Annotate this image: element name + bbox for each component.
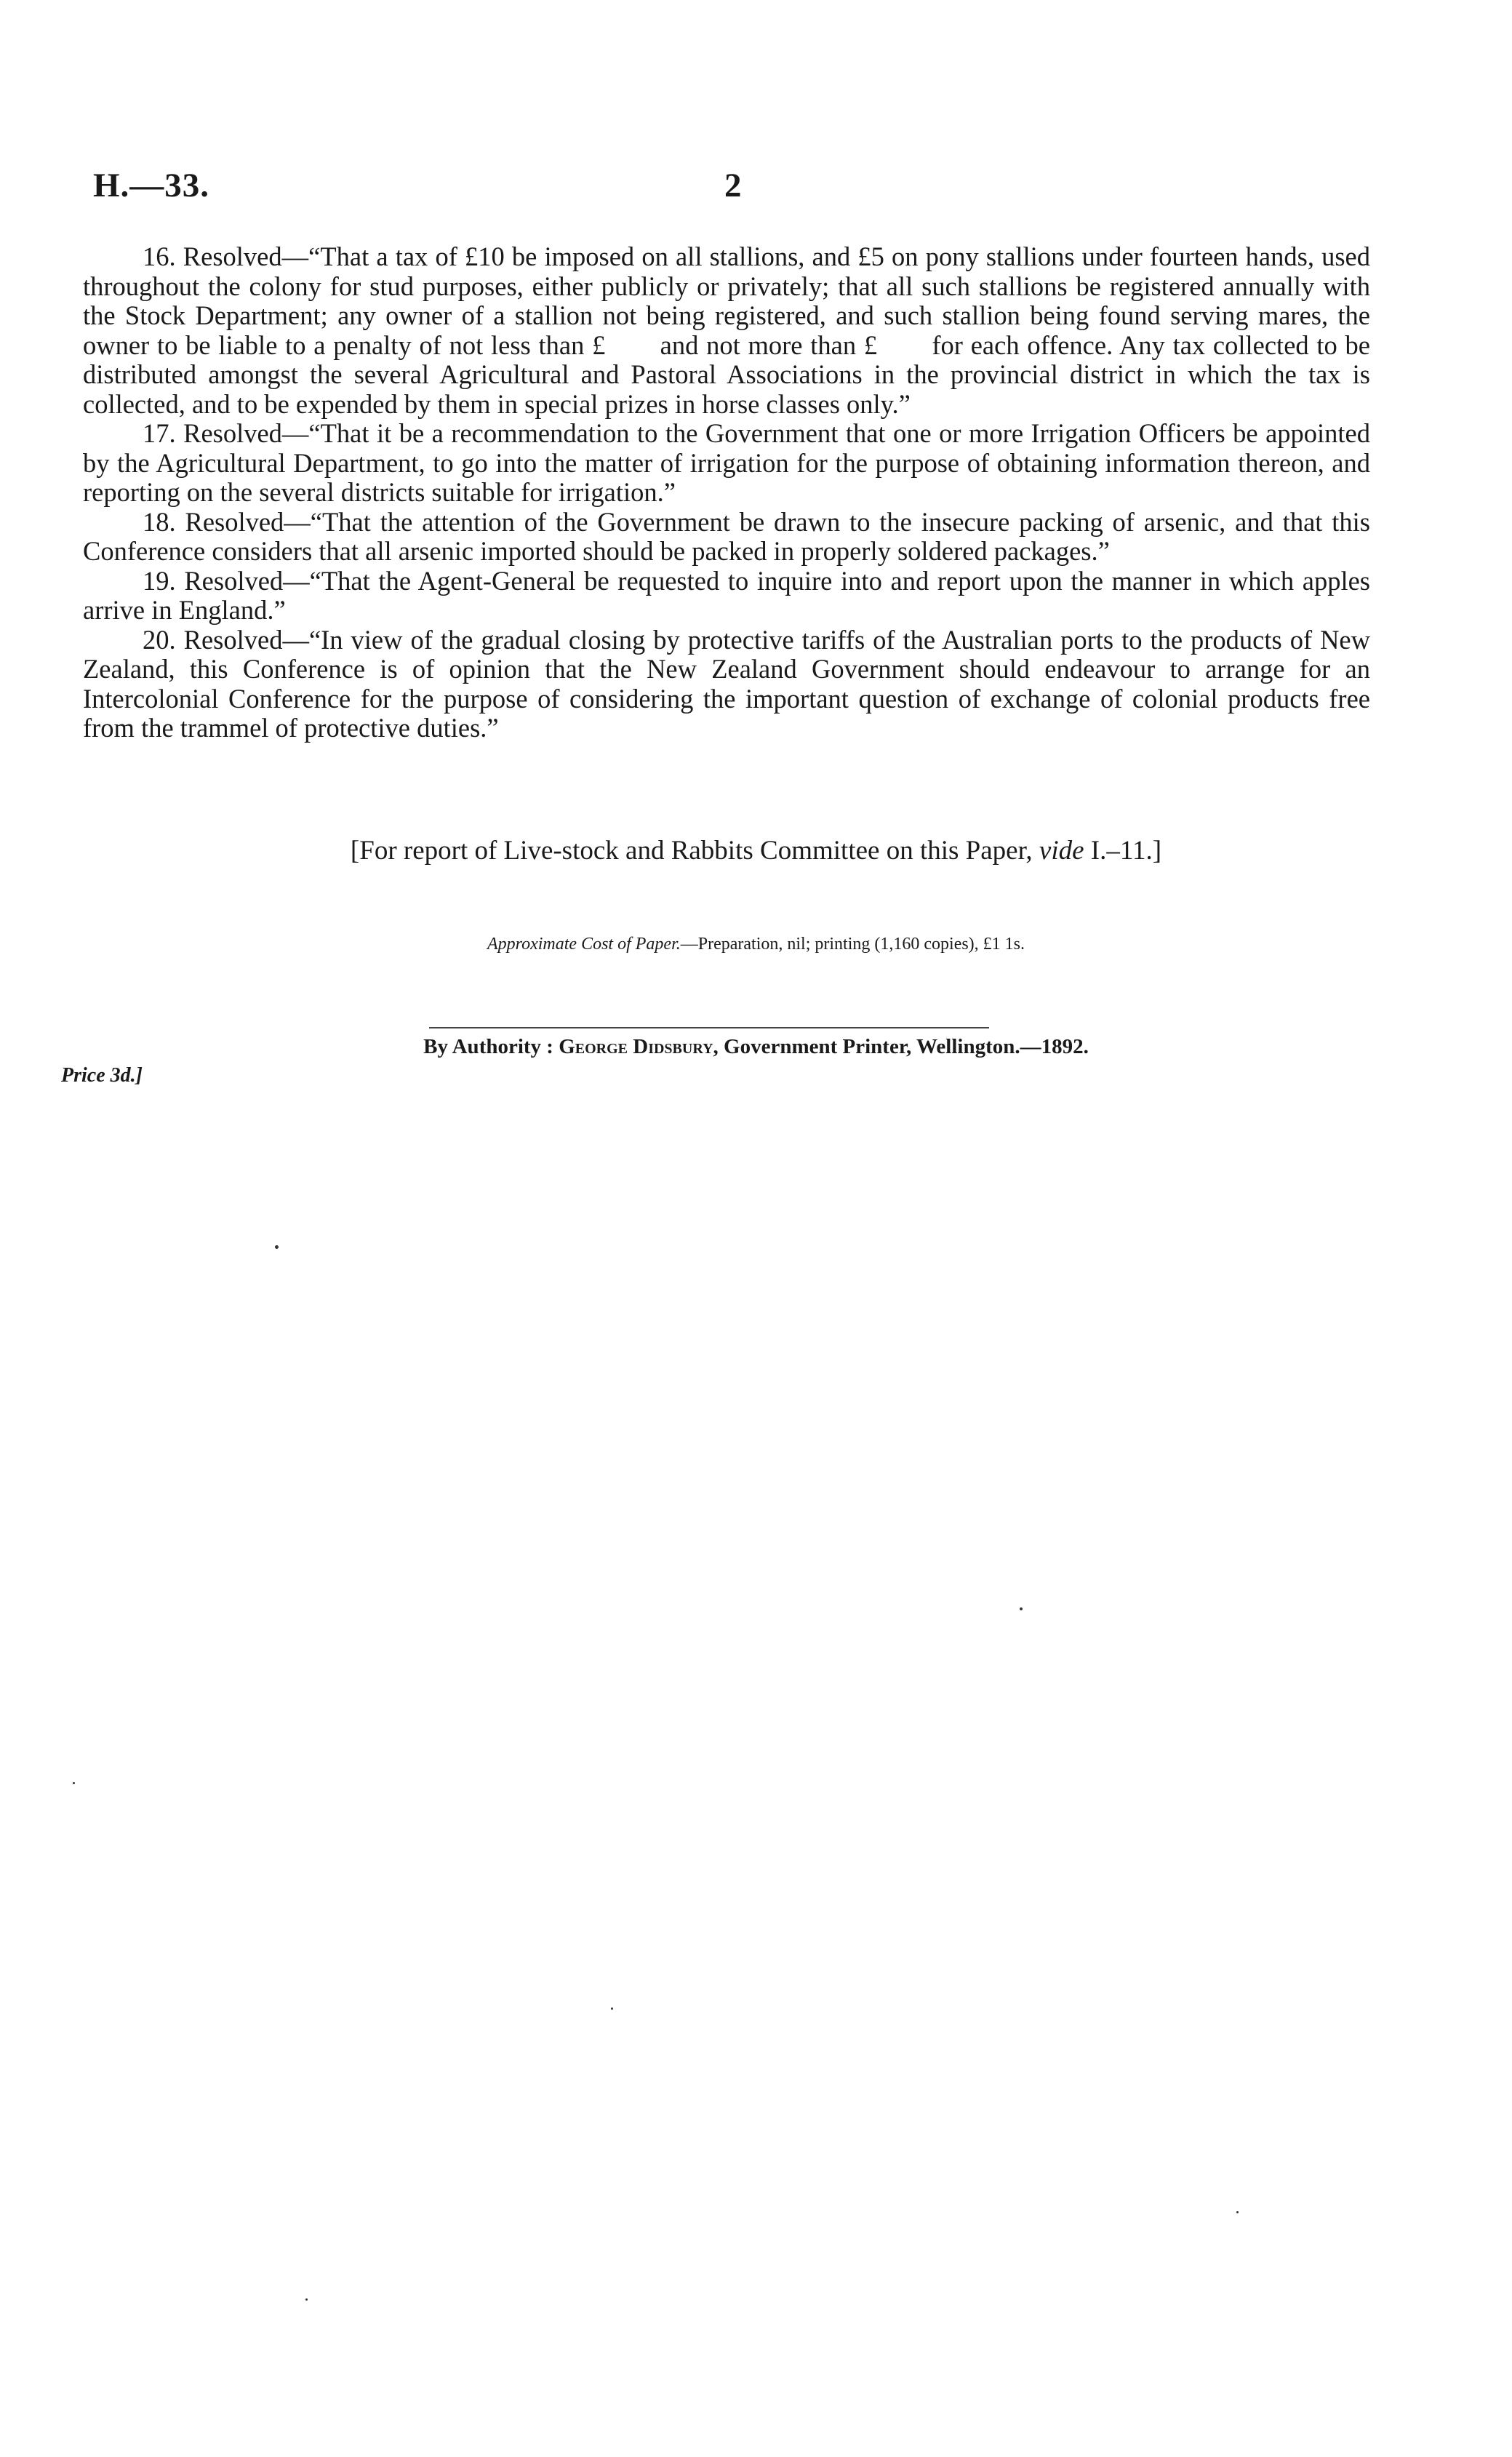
resolution-text: Resolved—“That the attention of the Government be drawn to the insecure packing of arsenic, and that this Conference considers that all arsenic imported should be packed in properly soldered packages.”	[83, 506, 1370, 566]
page-header	[93, 166, 1388, 217]
paper-speck	[73, 1782, 75, 1784]
resolution-paragraph	[83, 419, 1370, 508]
price-label: Price 3d.]	[61, 1064, 143, 1087]
page-number: 2	[724, 167, 742, 204]
authority-suffix: , Government Printer, Wellington.—1892.	[713, 1035, 1089, 1058]
note-suffix: I.–11.]	[1084, 836, 1162, 866]
resolution-paragraph	[83, 567, 1370, 626]
resolution-paragraph	[83, 241, 1377, 419]
cost-label: Approximate Cost of Paper.	[487, 935, 681, 954]
resolutions-body	[83, 241, 1377, 743]
note-prefix: [For report of Live-stock and Rabbits Committee on this Paper,	[350, 836, 1039, 866]
printer-authority	[0, 1035, 1512, 1059]
committee-report-note	[0, 835, 1512, 866]
note-vide: vide	[1039, 836, 1084, 866]
resolution-number: 17.	[143, 418, 176, 448]
printer-name: George Didsbury	[559, 1035, 713, 1058]
paper-speck	[305, 2298, 308, 2301]
resolution-text: Resolved—“That the Agent-General be requested to inquire into and report upon the manner in which apples arrive in England.”	[83, 565, 1370, 625]
resolution-paragraph	[83, 626, 1370, 743]
resolution-text: Resolved—“That it be a recommendation to the Government that one or more Irrigation Officers be appointed by the Agricultural Department, to go into the matter of irrigation for the purpose of obtaining information thereon, and reporting on the several districts suitable for irrigation.”	[83, 418, 1371, 507]
paper-speck	[275, 1245, 279, 1249]
paper-speck	[1236, 2211, 1239, 2213]
resolution-number: 18.	[143, 506, 176, 537]
resolution-number: 20.	[143, 624, 176, 655]
resolution-text: Resolved—“That a tax of £10 be imposed on all stallions, and £5 on pony stallions under fourteen hands, used throughout the colony for stud purposes, either publicly or privately; that all such stallions be registered annually with the Stock Department; any owner of a stallion not being registered, and such stallion being found serving mares, the owner to be liable to a penalty of not less than £ and not more than £ for each offence. Any tax collected to be distributed amongst the several Agricultural and Pastoral Associations in the provincial district in which the tax is collected, and to be expended by them in special prizes in horse classes only.”	[83, 241, 1377, 419]
approximate-cost	[0, 935, 1512, 954]
resolution-text: Resolved—“In view of the gradual closing by protective tariffs of the Australian ports to the products of New Zealand, this Conference is of opinion that the New Zealand Government should endeavour to arrange for an Intercolonial Conference for the purpose of considering the important question of exchange of colonial products free from the trammel of protective duties.”	[83, 624, 1370, 743]
resolution-number: 19.	[143, 565, 176, 596]
paper-speck	[611, 2007, 613, 2010]
resolution-number: 16.	[143, 241, 176, 271]
footer-divider	[429, 1027, 989, 1028]
cost-text: —Preparation, nil; printing (1,160 copies), £1 1s.	[680, 935, 1025, 954]
paper-speck	[1020, 1607, 1023, 1610]
resolution-paragraph	[83, 508, 1370, 567]
document-code: H.—33.	[93, 167, 210, 204]
authority-prefix: By Authority :	[423, 1035, 559, 1058]
